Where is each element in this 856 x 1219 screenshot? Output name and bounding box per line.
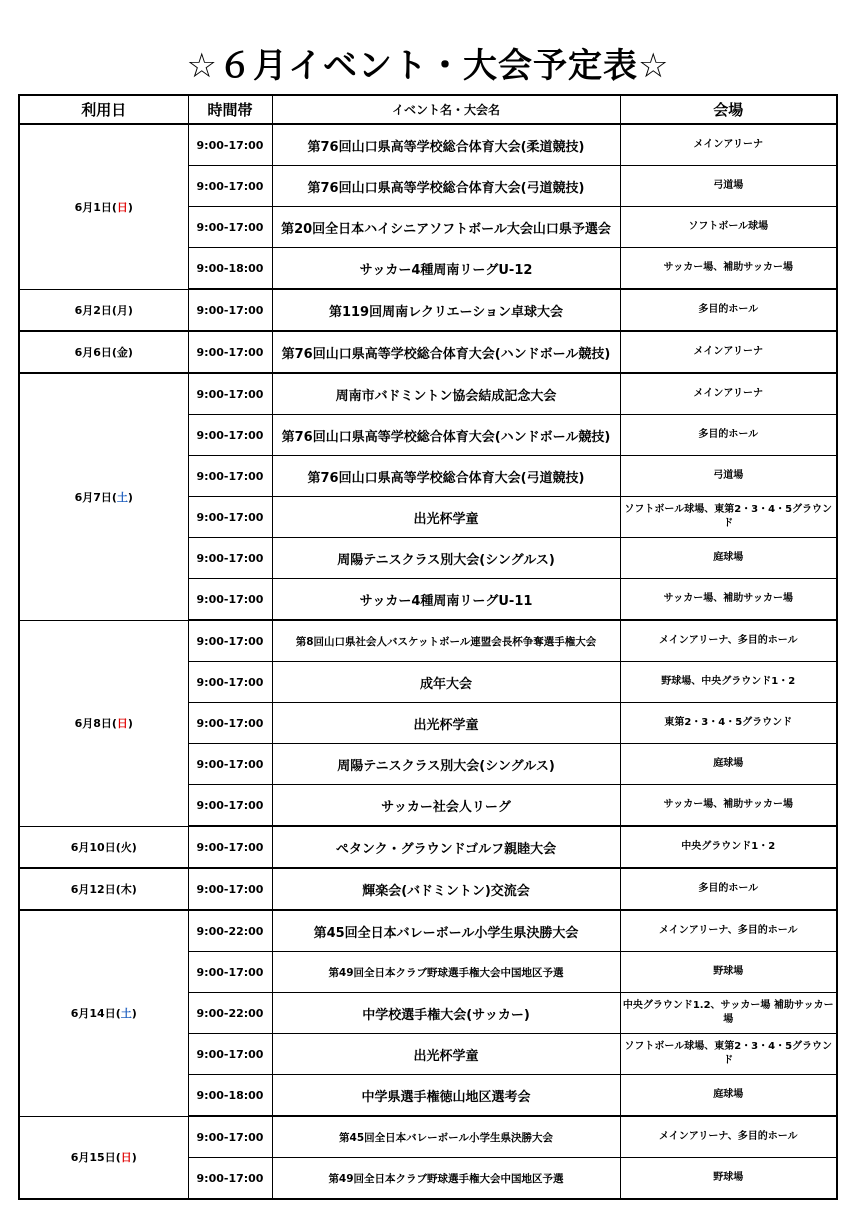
- date-text: 6月2日(月): [74, 303, 133, 317]
- venue-cell: 多目的ホール: [620, 868, 837, 910]
- venue-cell: サッカー場、補助サッカー場: [620, 248, 837, 290]
- venue-cell: 弓道場: [620, 166, 837, 207]
- time-cell: 9:00-17:00: [188, 868, 272, 910]
- time-cell: 9:00-17:00: [188, 1116, 272, 1158]
- date-cell: [19, 910, 188, 1116]
- venue-cell: メインアリーナ、多目的ホール: [620, 620, 837, 662]
- time-cell: 9:00-18:00: [188, 248, 272, 290]
- date-text: 6月1日(: [74, 200, 117, 214]
- date-text: 6月7日(: [74, 490, 117, 504]
- header-date: 利用日: [19, 95, 188, 124]
- day-of-week: 日: [120, 1151, 132, 1165]
- day-of-week: 土: [120, 1007, 132, 1021]
- event-cell: 中学校選手権大会(サッカー): [272, 993, 620, 1034]
- event-cell: サッカー社会人リーグ: [272, 785, 620, 827]
- page-title: ☆６月イベント・大会予定表☆: [186, 46, 670, 86]
- time-cell: 9:00-17:00: [188, 826, 272, 868]
- time-cell: 9:00-17:00: [188, 207, 272, 248]
- event-cell: 成年大会: [272, 662, 620, 703]
- date-cell: [19, 289, 188, 331]
- date-cell: [19, 1116, 188, 1199]
- venue-cell: メインアリーナ: [620, 331, 837, 373]
- day-of-week: 日: [116, 717, 128, 730]
- venue-cell: 多目的ホール: [620, 289, 837, 331]
- time-cell: 9:00-17:00: [188, 744, 272, 785]
- date-cell: [19, 620, 188, 826]
- date-cell: [19, 373, 188, 620]
- event-cell: 第8回山口県社会人バスケットボール連盟会長杯争奪選手権大会: [272, 620, 620, 662]
- event-cell: 第76回山口県高等学校総合体育大会(柔道競技): [272, 124, 620, 166]
- time-cell: 9:00-22:00: [188, 993, 272, 1034]
- event-cell: 第49回全日本クラブ野球選手権大会中国地区予選: [272, 1158, 620, 1200]
- date-cell: [19, 868, 188, 910]
- event-cell: 出光杯学童: [272, 703, 620, 744]
- event-cell: 第76回山口県高等学校総合体育大会(ハンドボール競技): [272, 415, 620, 456]
- header-row: [19, 95, 837, 124]
- event-cell: サッカー4種周南リーグU-11: [272, 579, 620, 621]
- event-cell: 出光杯学童: [272, 1034, 620, 1075]
- venue-cell: ソフトボール球場、東第2・3・4・5グラウンド: [620, 1034, 837, 1075]
- time-cell: 9:00-17:00: [188, 662, 272, 703]
- time-cell: 9:00-22:00: [188, 910, 272, 952]
- venue-cell: 庭球場: [620, 744, 837, 785]
- table-row: [19, 1116, 837, 1158]
- time-cell: 9:00-17:00: [188, 785, 272, 827]
- time-cell: 9:00-17:00: [188, 703, 272, 744]
- date-paren: ): [127, 717, 133, 730]
- time-cell: 9:00-17:00: [188, 538, 272, 579]
- event-cell: 周陽テニスクラス別大会(シングルス): [272, 538, 620, 579]
- venue-cell: サッカー場、補助サッカー場: [620, 785, 837, 827]
- time-cell: 9:00-17:00: [188, 289, 272, 331]
- date-cell: [19, 124, 188, 289]
- time-cell: 9:00-17:00: [188, 331, 272, 373]
- date-text: 6月14日(: [70, 1007, 121, 1021]
- header-time: 時間帯: [188, 95, 272, 124]
- venue-cell: 中央グラウンド1.2、サッカー場 補助サッカー場: [620, 993, 837, 1034]
- schedule-body: [19, 124, 837, 1199]
- venue-cell: メインアリーナ、多目的ホール: [620, 1116, 837, 1158]
- time-cell: 9:00-17:00: [188, 124, 272, 166]
- event-cell: 第76回山口県高等学校総合体育大会(弓道競技): [272, 456, 620, 497]
- date-text: 6月6日(金): [74, 346, 133, 359]
- time-cell: 9:00-17:00: [188, 952, 272, 993]
- header-event: イベント名・大会名: [272, 95, 620, 124]
- event-cell: 出光杯学童: [272, 497, 620, 538]
- time-cell: 9:00-17:00: [188, 373, 272, 415]
- date-paren: ): [127, 490, 133, 504]
- time-cell: 9:00-17:00: [188, 166, 272, 207]
- venue-cell: ソフトボール球場、東第2・3・4・5グラウンド: [620, 497, 837, 538]
- event-cell: 中学県選手権徳山地区選考会: [272, 1075, 620, 1117]
- venue-cell: ソフトボール球場: [620, 207, 837, 248]
- event-cell: ペタンク・グラウンドゴルフ親睦大会: [272, 826, 620, 868]
- date-paren: ): [127, 200, 133, 214]
- date-cell: [19, 331, 188, 373]
- venue-cell: 野球場: [620, 1158, 837, 1200]
- event-cell: 周南市バドミントン協会結成記念大会: [272, 373, 620, 415]
- venue-cell: 庭球場: [620, 538, 837, 579]
- venue-cell: メインアリーナ、多目的ホール: [620, 910, 837, 952]
- time-cell: 9:00-18:00: [188, 1075, 272, 1117]
- venue-cell: 弓道場: [620, 456, 837, 497]
- date-paren: ): [131, 1151, 137, 1165]
- time-cell: 9:00-17:00: [188, 456, 272, 497]
- venue-cell: 東第2・3・4・5グラウンド: [620, 703, 837, 744]
- table-row: [19, 124, 837, 166]
- event-cell: 第76回山口県高等学校総合体育大会(ハンドボール競技): [272, 331, 620, 373]
- time-cell: 9:00-17:00: [188, 579, 272, 621]
- event-cell: 第76回山口県高等学校総合体育大会(弓道競技): [272, 166, 620, 207]
- event-cell: 第20回全日本ハイシニアソフトボール大会山口県予選会: [272, 207, 620, 248]
- table-row: [19, 331, 837, 373]
- table-row: [19, 289, 837, 331]
- date-text: 6月8日(: [74, 717, 117, 730]
- event-cell: サッカー4種周南リーグU-12: [272, 248, 620, 290]
- table-row: [19, 868, 837, 910]
- venue-cell: サッカー場、補助サッカー場: [620, 579, 837, 621]
- event-cell: 輝楽会(バドミントン)交流会: [272, 868, 620, 910]
- venue-cell: メインアリーナ: [620, 124, 837, 166]
- venue-cell: 野球場、中央グラウンド1・2: [620, 662, 837, 703]
- event-cell: 第45回全日本バレーボール小学生県決勝大会: [272, 910, 620, 952]
- table-row: [19, 373, 837, 415]
- event-cell: 周陽テニスクラス別大会(シングルス): [272, 744, 620, 785]
- time-cell: 9:00-17:00: [188, 415, 272, 456]
- day-of-week: 日: [116, 200, 128, 214]
- time-cell: 9:00-17:00: [188, 620, 272, 662]
- venue-cell: 庭球場: [620, 1075, 837, 1117]
- date-text: 6月15日(: [70, 1151, 121, 1165]
- date-paren: ): [131, 1007, 137, 1021]
- date-cell: [19, 826, 188, 868]
- date-text: 6月10日(火): [70, 840, 137, 854]
- day-of-week: 土: [116, 490, 128, 504]
- time-cell: 9:00-17:00: [188, 1034, 272, 1075]
- schedule-table: [18, 94, 838, 1200]
- venue-cell: 野球場: [620, 952, 837, 993]
- header-venue: 会場: [620, 95, 837, 124]
- venue-cell: メインアリーナ: [620, 373, 837, 415]
- time-cell: 9:00-17:00: [188, 497, 272, 538]
- venue-cell: 多目的ホール: [620, 415, 837, 456]
- time-cell: 9:00-17:00: [188, 1158, 272, 1200]
- event-cell: 第49回全日本クラブ野球選手権大会中国地区予選: [272, 952, 620, 993]
- event-cell: 第119回周南レクリエーション卓球大会: [272, 289, 620, 331]
- table-row: [19, 826, 837, 868]
- venue-cell: 中央グラウンド1・2: [620, 826, 837, 868]
- table-row: [19, 910, 837, 952]
- date-text: 6月12日(木): [70, 883, 137, 896]
- table-row: [19, 620, 837, 662]
- event-cell: 第45回全日本バレーボール小学生県決勝大会: [272, 1116, 620, 1158]
